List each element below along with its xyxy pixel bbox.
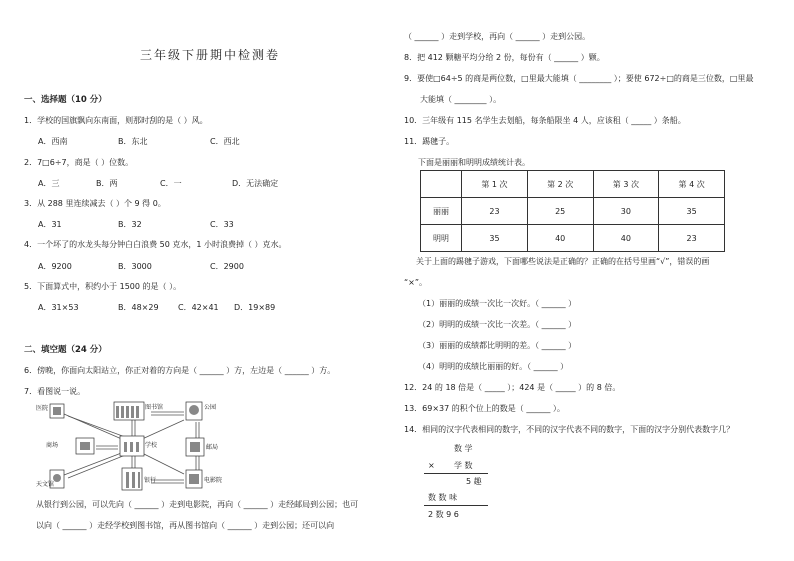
table-header-row [421,171,725,198]
table-header-cell: 第 1 次 [462,171,528,198]
section-choice-heading: 一、选择题（10 分） [24,95,107,105]
map-label-mall: 商场 [46,442,59,449]
q2-option-a: A．三 [38,179,60,188]
table-cell: 23 [462,198,528,225]
q3-option-a: A．31 [38,220,62,229]
q3-option-b: B．32 [118,220,142,229]
question-1: 1．学校的国旗飘向东南面，则那时刮的是（ ）风。 [24,116,208,125]
q5-option-d: D．19×89 [234,303,276,312]
table-row [421,198,725,225]
q3-option-c: C．33 [210,220,234,229]
question-11-item-2: （2）明明的成绩一次比一次差。（ ______ ） [418,320,577,329]
q1-option-b: B．东北 [118,137,148,146]
question-9-line-2: 大能填（ ________ ）。 [420,95,502,104]
question-11-item-4: （4）明明的成绩比丽丽的好。（ ______ ） [418,362,569,371]
table-cell: 25 [527,198,593,225]
question-7-text-2: 以向（ ______ ）走经学校到图书馆，再从图书馆向（ ______ ）走到公园；还可以向 [36,521,335,530]
score-table [420,170,725,252]
map-label-park: 公园 [204,404,217,411]
question-9-line-1: 9．要使□64÷5 的商是两位数，□里最大能填（ ________ ）；要使 672÷□的商是三位数，□里最 [404,74,754,83]
question-5: 5．下面算式中，积约小于 1500 的是（ ）。 [24,282,182,291]
question-8: 8．把 412 颗糖平均分给 2 份，每份有（ ______ ）颗。 [404,53,605,62]
vmult-row-3: 5 趣 [466,477,482,486]
map-label-observatory: 天文馆 [36,481,55,488]
q1-option-c: C．西北 [210,137,240,146]
q5-option-b: B．48×29 [118,303,159,312]
q4-option-a: A．9200 [38,262,72,271]
vmult-row-5: 2 数 9 6 [428,510,459,519]
question-11-ask-2: “×”。 [404,278,427,287]
vmult-row-2: 学 数 [454,461,473,470]
question-6: 6．傍晚，你面向太阳站立，你正对着的方向是（ ______ ）方，左边是（ ______ ）方。 [24,366,336,375]
q2-option-d: D．无法确定 [232,179,279,188]
question-7-text-1: 从银行到公园，可以先向（ ______ ）走到电影院，再向（ ______ ）走经邮局到公园；也可 [36,500,359,509]
question-11-intro: 下面是丽丽和明明成绩统计表。 [418,158,530,167]
question-12: 12．24 的 18 倍是（ _____ ）；424 是（ _____ ）的 8 倍。 [404,383,621,392]
table-cell: 23 [659,225,725,252]
map-label-bank: 银行 [144,477,157,484]
vmult-operator: × [428,461,435,470]
question-14: 14．相同的汉字代表相同的数字，不同的汉字代表不同的数字，下面的汉字分别代表数字几？ [404,425,735,434]
q5-option-a: A．31×53 [38,303,79,312]
table-cell: 35 [659,198,725,225]
question-4: 4．一个坏了的水龙头每分钟白白浪费 50 克水，1 小时浪费掉（ ）克水。 [24,240,287,249]
table-row [421,225,725,252]
table-cell: 丽丽 [421,198,462,225]
table-cell: 40 [527,225,593,252]
q1-option-a: A．西南 [38,137,68,146]
table-cell: 明明 [421,225,462,252]
vmult-rule-1 [424,473,488,474]
map-label-post-office: 邮局 [206,444,219,451]
table-header-cell: 第 3 次 [593,171,659,198]
question-7-continued: （ ______ ）走到学校，再向（ ______ ）走到公园。 [404,32,591,41]
table-cell: 35 [462,225,528,252]
question-2: 2．7□6÷7，商是（ ）位数。 [24,158,134,167]
question-11-ask-1: 关于上面的踢毽子游戏，下面哪些说法是正确的？正确的在括号里画“√”，错误的画 [416,257,710,266]
q4-option-c: C．2900 [210,262,244,271]
question-7: 7．看图说一说。 [24,387,86,396]
question-11-item-3: （3）丽丽的成绩都比明明的差。（ ______ ） [418,341,577,350]
q2-option-b: B．两 [96,179,118,188]
map-label-cinema: 电影院 [204,477,223,484]
page-title: 三年级下册期中检测卷 [140,48,281,62]
town-map-diagram [36,400,266,495]
map-label-hospital: 医院 [36,405,49,412]
question-10: 10．三年级有 115 名学生去划船，每条船限坐 4 人，应该租（ _____ ）条船。 [404,116,686,125]
table-header-cell [421,171,462,198]
vmult-row-4: 数 数 味 [428,493,458,502]
table-header-cell: 第 4 次 [659,171,725,198]
vmult-row-1: 数 学 [454,444,473,453]
q5-option-c: C．42×41 [178,303,219,312]
table-header-cell: 第 2 次 [527,171,593,198]
question-11-item-1: （1）丽丽的成绩一次比一次好。（ ______ ） [418,299,577,308]
map-label-school: 学校 [145,442,158,449]
q4-option-b: B．3000 [118,262,152,271]
question-11: 11．踢毽子。 [404,137,455,146]
table-cell: 30 [593,198,659,225]
vmult-rule-2 [424,505,488,506]
question-3: 3．从 288 里连续减去（ ）个 9 得 0。 [24,199,166,208]
question-13: 13．69×37 的积个位上的数是（ ______ ）。 [404,404,565,413]
map-label-library: 图书馆 [145,404,164,411]
table-cell: 40 [593,225,659,252]
q2-option-c: C．一 [160,179,182,188]
section-fill-heading: 二、填空题（24 分） [24,345,107,355]
